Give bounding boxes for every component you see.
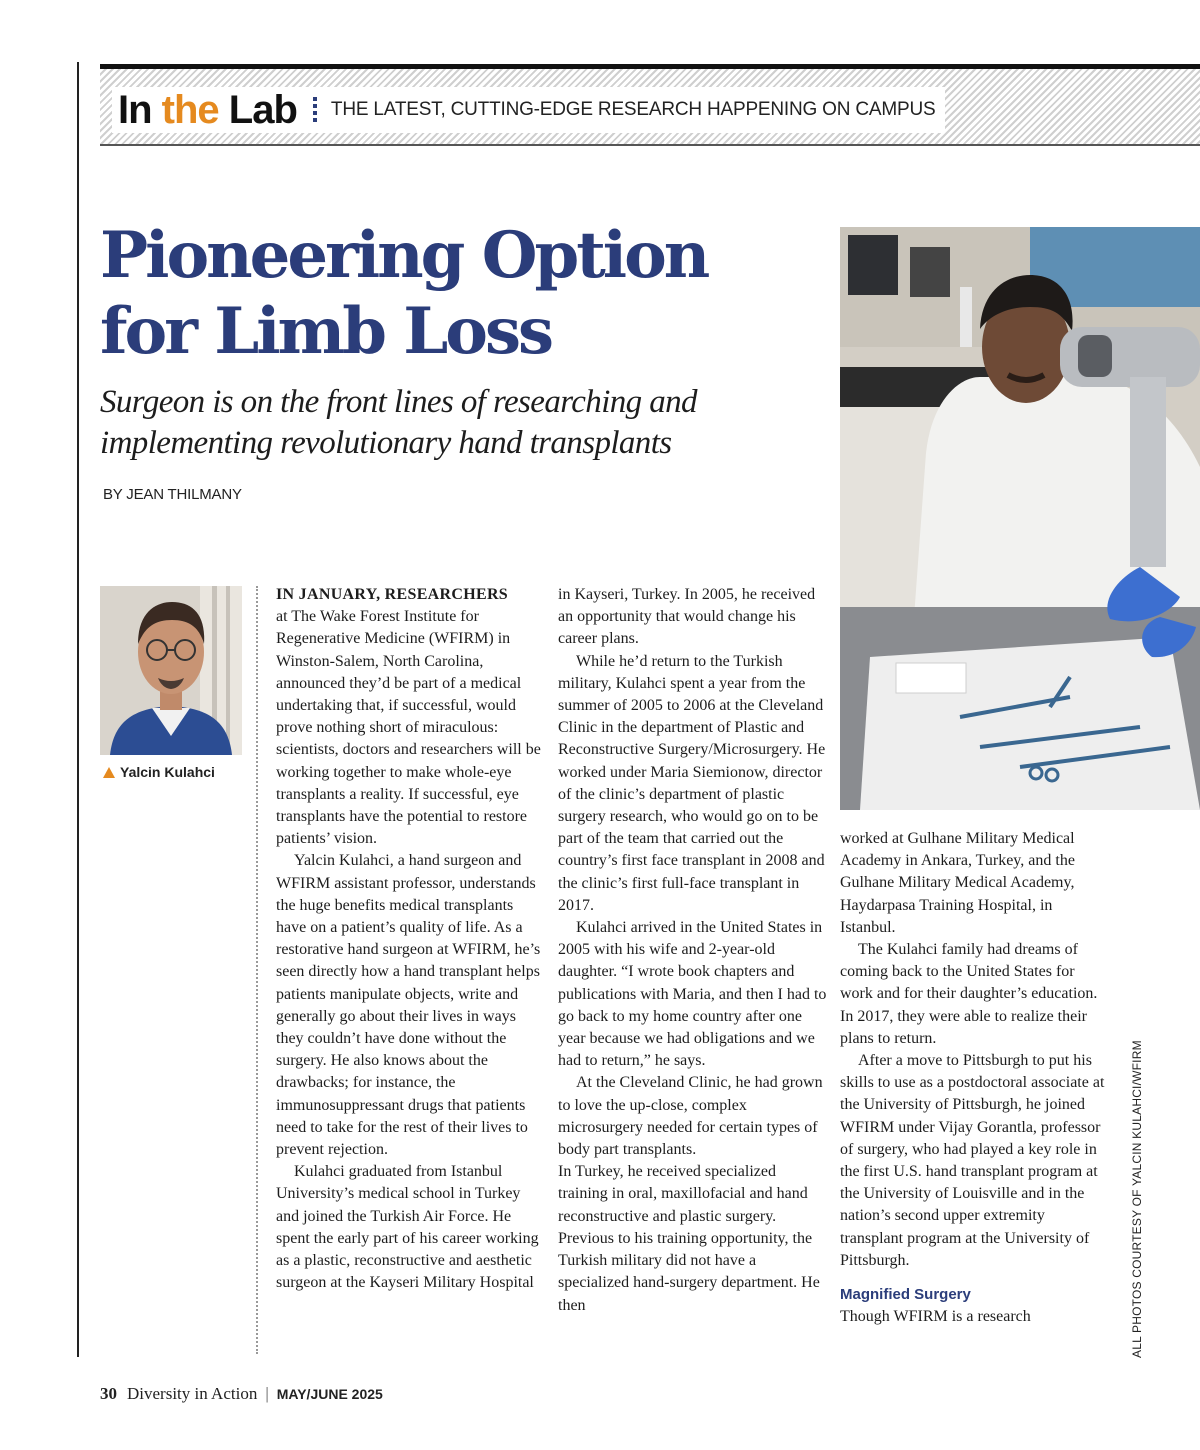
page-number: 30: [100, 1384, 117, 1403]
kicker-lab: Lab: [228, 87, 297, 132]
deck-line-1: Surgeon is on the front lines of researching and: [100, 384, 697, 420]
portrait-caption-text: Yalcin Kulahci: [120, 764, 215, 780]
kicker-in: In: [118, 87, 152, 132]
publication-name: Diversity in Action: [127, 1384, 258, 1403]
portrait-illustration: [100, 586, 242, 755]
paragraph: Though WFIRM is a research: [840, 1308, 1031, 1326]
banner-label: [112, 87, 945, 133]
paragraph: The Kulahci family had dreams of coming back to the United States for work and for their daughter’s education. In 2017, they were able to realize their plans to return.: [840, 941, 1098, 1047]
paragraph: After a move to Pittsburgh to put his skills to use as a postdoctoral associate at the University of Pittsburgh, he joined WFIRM under Vijay Gorantla, professor of surgery, who had played a key role in the first U.S. hand transplant program at the University of Louisville and in the nation’s second upper extremity transplant program at the University of Pittsburgh.: [840, 1052, 1105, 1269]
photo-credit: ALL PHOTOS COURTESY OF YALCIN KULAHCI/WFIRM: [1130, 1040, 1144, 1358]
article-column-3: [840, 828, 1108, 1328]
paragraph-text: at The Wake Forest Institute for Regenerative Medicine (WFIRM) in Winston-Salem, North Carolina, announced they’d be part of a medical undertaking that, if successful, would prove nothing short of miraculous: scientists, doctors and researchers will be working together to make whole-eye transplants a reality. If successful, eye transplants have the potential to restore patients’ vision.: [276, 608, 541, 848]
issue-date: MAY/JUNE 2025: [276, 1386, 383, 1402]
lab-photo-illustration: [840, 227, 1200, 810]
kicker-the: the: [161, 87, 219, 132]
paragraph: Kulahci graduated from Istanbul University’s medical school in Turkey and joined the Turkish Air Force. He spent the early part of his career working as a plastic, reconstructive and aesthetic surgeon at the Kayseri Military Hospital: [276, 1163, 539, 1292]
deck-line-2: implementing revolutionary hand transplants: [100, 425, 672, 461]
section-banner: [100, 64, 1200, 146]
paragraph: in Kayseri, Turkey. In 2005, he received an opportunity that would change his career plans.: [558, 586, 816, 648]
paragraph: worked at Gulhane Military Medical Academy in Ankara, Turkey, and the Gulhane Military Medical Academy, Haydarpasa Training Hospital, in Istanbul.: [840, 830, 1075, 936]
portrait-photo: [100, 586, 242, 755]
section-kicker: [118, 88, 297, 133]
headline-line-1: Pioneering Option: [100, 218, 708, 293]
page-footer: [100, 1384, 383, 1404]
kicker-separator: [313, 97, 317, 123]
headline-line-2: for Limb Loss: [100, 294, 552, 369]
triangle-up-icon: [103, 767, 115, 778]
paragraph: Yalcin Kulahci, a hand surgeon and WFIRM assistant professor, understands the huge benefits medical transplants have on a patient’s quality of life. As a restorative hand surgeon at WFIRM, he’s seen directly how a hand transplant helps patients manipulate objects, write and generally go about their lives in ways they couldn’t have done without the surgery. He also knows about the drawbacks; for instance, the immunosuppressant drugs that patients need to take for the rest of their lives to prevent rejection.: [276, 852, 541, 1159]
article-column-1: [276, 584, 546, 1295]
paragraph: [276, 584, 546, 850]
lab-photo: [840, 227, 1200, 810]
portrait-caption: [103, 764, 215, 780]
section-tagline: THE LATEST, CUTTING-EDGE RESEARCH HAPPENING ON CAMPUS: [330, 99, 936, 120]
article-column-2: [558, 584, 828, 1317]
paragraph: In Turkey, he received specialized training in oral, maxillofacial and hand reconstructive and plastic surgery. Previous to his training opportunity, the Turkish military did not have a specialized hand-surgery department. He then: [558, 1163, 820, 1314]
headline: [100, 218, 820, 370]
subhead: Magnified Surgery: [840, 1286, 971, 1304]
footer-divider: |: [265, 1384, 269, 1403]
paragraph: While he’d return to the Turkish military, Kulahci spent a year from the summer of 2005 to 2006 at the Cleveland Clinic in the department of Plastic and Reconstructive Surgery/Microsurgery. He worked under Maria Siemionow, director of the clinic’s department of plastic surgery research, who would go on to be part of the team that carried out the country’s first face transplant in 2008 and the clinic’s first full-face transplant in 2017.: [558, 652, 826, 914]
byline: BY JEAN THILMANY: [103, 486, 242, 503]
paragraph: At the Cleveland Clinic, he had grown to love the up-close, complex microsurgery needed for certain types of body part transplants.: [558, 1074, 823, 1159]
column-divider: [256, 586, 258, 1354]
left-margin-rule: [77, 62, 79, 1357]
paragraph: Kulahci arrived in the United States in 2005 with his wife and 2-year-old daughter. “I wrote book chapters and publications with Maria, and then I had to go back to my home country after one year because we had obligations and we had to return,” he says.: [558, 919, 827, 1070]
deck: [100, 382, 800, 464]
lead-in: IN JANUARY, RESEARCHERS: [276, 586, 509, 603]
